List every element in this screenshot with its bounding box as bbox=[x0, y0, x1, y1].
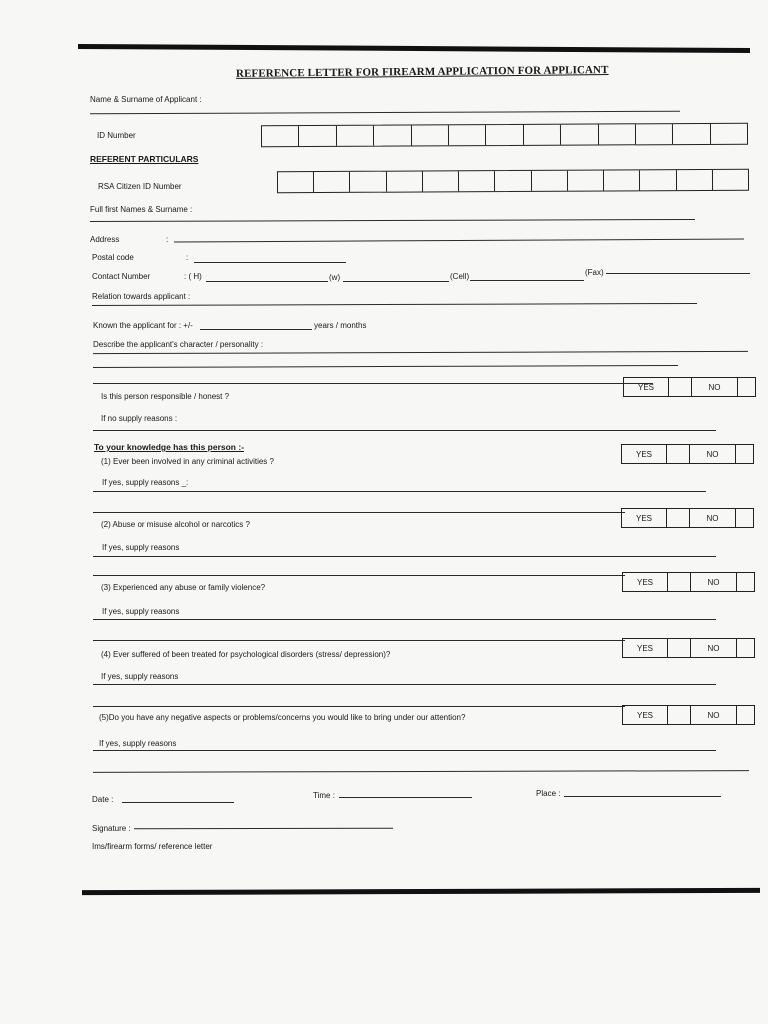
q5-question: (5)Do you have any negative aspects or problems/concerns you would like to bring under our attention? bbox=[99, 713, 466, 722]
q2-reasons-line[interactable] bbox=[93, 556, 716, 557]
q1-extra-line[interactable] bbox=[93, 512, 625, 513]
relation-label: Relation towards applicant : bbox=[92, 292, 191, 301]
contact-fax-label: (Fax) bbox=[585, 268, 604, 277]
rsa-id-boxes[interactable] bbox=[277, 169, 749, 193]
place-label: Place : bbox=[536, 789, 561, 798]
q2-extra-line[interactable] bbox=[93, 575, 625, 576]
describe-label: Describe the applicant's character / personality : bbox=[93, 340, 264, 349]
q3-extra-line[interactable] bbox=[93, 640, 625, 641]
responsible-no-box[interactable]: NO bbox=[692, 378, 738, 396]
applicant-id-digit-box[interactable] bbox=[711, 124, 747, 144]
applicant-name-line[interactable] bbox=[90, 111, 680, 115]
q4-yes-no[interactable] bbox=[622, 638, 755, 658]
describe-line-2[interactable] bbox=[93, 365, 678, 368]
rsa-id-digit-box[interactable] bbox=[314, 172, 350, 192]
q1-yes-box[interactable]: YES bbox=[622, 445, 667, 463]
q4-extra-line[interactable] bbox=[93, 706, 625, 707]
q3-reasons-label: If yes, supply reasons bbox=[102, 607, 180, 616]
contact-cell-label: (Cell) bbox=[450, 272, 470, 281]
applicant-id-digit-box[interactable] bbox=[636, 124, 673, 144]
top-rule bbox=[78, 44, 750, 53]
rsa-id-digit-box[interactable] bbox=[495, 171, 531, 191]
rsa-id-digit-box[interactable] bbox=[604, 170, 640, 190]
describe-line-3[interactable] bbox=[93, 383, 653, 384]
contact-number-label: Contact Number bbox=[92, 272, 151, 281]
q4-question: (4) Ever suffered of been treated for psychological disorders (stress/ depression)? bbox=[101, 650, 391, 659]
applicant-id-digit-box[interactable] bbox=[412, 125, 449, 145]
q4-no-box[interactable]: NO bbox=[691, 639, 737, 657]
rsa-id-digit-box[interactable] bbox=[713, 170, 748, 190]
q3-no-box[interactable]: NO bbox=[691, 573, 737, 591]
signature-line[interactable] bbox=[134, 828, 393, 829]
address-line[interactable] bbox=[174, 239, 744, 243]
knowledge-heading: To your knowledge has this person :- bbox=[94, 442, 245, 452]
applicant-id-digit-box[interactable] bbox=[673, 124, 710, 144]
address-colon: : bbox=[166, 235, 169, 244]
applicant-id-digit-box[interactable] bbox=[337, 126, 374, 146]
contact-cell-line[interactable] bbox=[470, 280, 584, 281]
q2-yes-no[interactable] bbox=[621, 508, 754, 528]
rsa-id-digit-box[interactable] bbox=[278, 172, 314, 192]
applicant-id-digit-box[interactable] bbox=[299, 126, 336, 146]
applicant-id-label: ID Number bbox=[97, 131, 136, 140]
rsa-id-label: RSA Citizen ID Number bbox=[98, 182, 182, 191]
rsa-id-digit-box[interactable] bbox=[532, 171, 568, 191]
postal-code-line[interactable] bbox=[194, 262, 346, 263]
place-line[interactable] bbox=[564, 796, 721, 797]
contact-work-line[interactable] bbox=[343, 281, 449, 282]
responsible-yes-no[interactable] bbox=[623, 377, 756, 397]
time-line[interactable] bbox=[339, 797, 472, 798]
rsa-id-digit-box[interactable] bbox=[677, 170, 713, 190]
q5-no-box[interactable]: NO bbox=[691, 706, 737, 724]
q2-yes-box[interactable]: YES bbox=[622, 509, 667, 527]
q1-yes-no[interactable] bbox=[621, 444, 754, 464]
rsa-id-digit-box[interactable] bbox=[459, 171, 495, 191]
applicant-id-digit-box[interactable] bbox=[524, 125, 561, 145]
postal-code-colon: : bbox=[186, 253, 189, 262]
time-label: Time : bbox=[313, 791, 335, 800]
rsa-id-digit-box[interactable] bbox=[387, 171, 423, 191]
describe-line-1[interactable] bbox=[93, 351, 748, 354]
contact-home-label: : ( H) bbox=[184, 272, 202, 281]
q3-reasons-line[interactable] bbox=[93, 619, 716, 620]
q5-extra-line[interactable] bbox=[93, 770, 749, 773]
responsible-reasons-label: If no supply reasons : bbox=[101, 414, 178, 423]
full-names-line[interactable] bbox=[90, 219, 695, 222]
rsa-id-digit-box[interactable] bbox=[423, 171, 459, 191]
applicant-id-digit-box[interactable] bbox=[262, 126, 299, 146]
rsa-id-digit-box[interactable] bbox=[568, 171, 604, 191]
form-title: REFERENCE LETTER FOR FIREARM APPLICATION FOR APPLICANT bbox=[235, 64, 609, 80]
applicant-id-digit-box[interactable] bbox=[374, 125, 411, 145]
postal-code-label: Postal code bbox=[92, 253, 134, 262]
q1-no-box[interactable]: NO bbox=[690, 445, 736, 463]
q5-reasons-label: If yes, supply reasons bbox=[99, 739, 177, 748]
q1-question: (1) Ever been involved in any criminal activities ? bbox=[101, 457, 274, 466]
contact-home-line[interactable] bbox=[206, 281, 328, 282]
full-names-label: Full first Names & Surname : bbox=[90, 205, 193, 214]
bottom-rule bbox=[82, 888, 760, 895]
date-label: Date : bbox=[92, 795, 114, 804]
address-label: Address bbox=[90, 235, 120, 244]
applicant-id-digit-box[interactable] bbox=[561, 125, 598, 145]
known-line[interactable] bbox=[200, 329, 312, 330]
applicant-id-digit-box[interactable] bbox=[598, 124, 635, 144]
q1-reasons-line[interactable] bbox=[93, 491, 706, 492]
rsa-id-digit-box[interactable] bbox=[350, 172, 386, 192]
q1-reasons-label: If yes, supply reasons _: bbox=[102, 478, 189, 487]
relation-line[interactable] bbox=[92, 303, 697, 306]
q5-yes-no[interactable] bbox=[622, 705, 755, 725]
q5-reasons-line[interactable] bbox=[93, 750, 716, 751]
referent-heading: REFERENT PARTICULARS bbox=[90, 154, 199, 164]
q2-question: (2) Abuse or misuse alcohol or narcotics ? bbox=[101, 520, 250, 529]
q2-no-box[interactable]: NO bbox=[690, 509, 736, 527]
date-line[interactable] bbox=[122, 802, 234, 803]
contact-work-label: (w) bbox=[329, 273, 341, 282]
responsible-reasons-line[interactable] bbox=[93, 430, 716, 431]
applicant-id-digit-box[interactable] bbox=[486, 125, 523, 145]
q2-reasons-label: If yes, supply reasons bbox=[102, 543, 180, 552]
q3-yes-no[interactable] bbox=[622, 572, 755, 592]
rsa-id-digit-box[interactable] bbox=[640, 170, 676, 190]
form-reference: Ims/firearm forms/ reference letter bbox=[92, 842, 213, 851]
q3-question: (3) Experienced any abuse or family violence? bbox=[101, 583, 266, 592]
contact-fax-line[interactable] bbox=[606, 273, 750, 274]
known-label: Known the applicant for : +/- bbox=[93, 321, 193, 330]
q5-yes-box[interactable]: YES bbox=[623, 706, 668, 724]
q4-reasons-label: If yes, supply reasons bbox=[101, 672, 179, 681]
signature-label: Signature : bbox=[92, 824, 131, 833]
q4-reasons-line[interactable] bbox=[93, 684, 716, 685]
known-units: years / months bbox=[314, 321, 367, 330]
responsible-yes-box[interactable]: YES bbox=[624, 378, 669, 396]
applicant-id-digit-box[interactable] bbox=[449, 125, 486, 145]
applicant-name-label: Name & Surname of Applicant : bbox=[90, 95, 202, 104]
q3-yes-box[interactable]: YES bbox=[623, 573, 668, 591]
q4-yes-box[interactable]: YES bbox=[623, 639, 668, 657]
applicant-id-boxes[interactable] bbox=[261, 123, 748, 148]
responsible-question: Is this person responsible / honest ? bbox=[101, 392, 230, 401]
